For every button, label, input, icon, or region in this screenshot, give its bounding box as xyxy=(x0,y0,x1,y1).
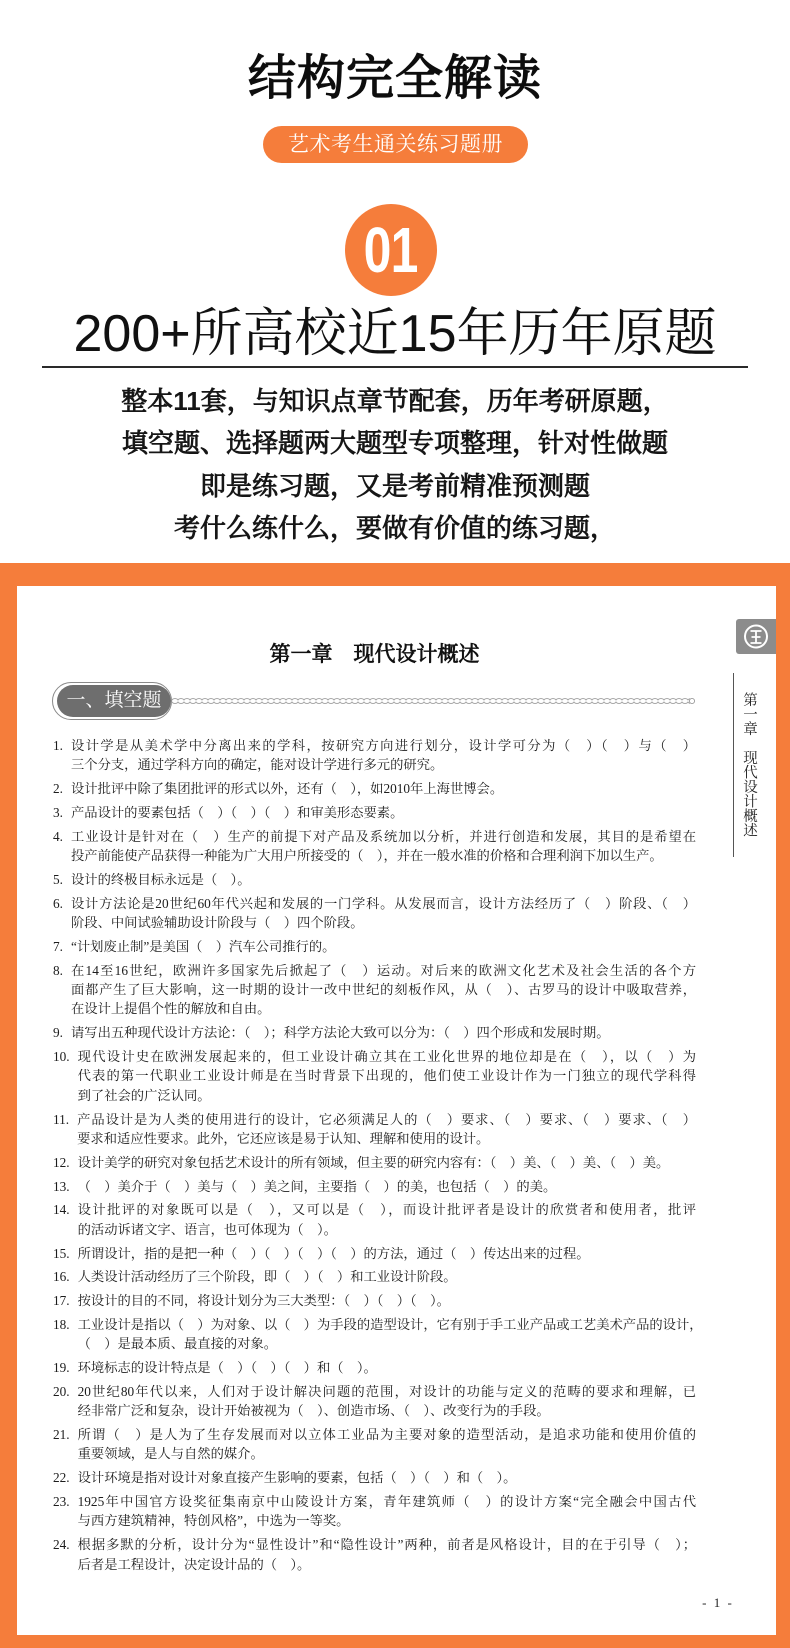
question-number: 3. xyxy=(53,804,63,820)
question-text xyxy=(78,1468,696,1487)
question-line: 工业设计是指以（ ）为对象、以（ ）为手段的造型设计，它有别于手工业产品或工艺美术产品的设计， xyxy=(77,1316,703,1332)
question-line: 与西方建筑精神，特创风格”，中选为一等奖。 xyxy=(77,1513,350,1529)
question-line: 阶段、中间试验辅助设计阶段与（ ）四个阶段。 xyxy=(70,915,364,931)
question-number: 15. xyxy=(53,1245,70,1261)
promo-description xyxy=(0,380,790,549)
question-text xyxy=(78,1244,696,1263)
question-line: 请写出五种现代设计方法论：（ ）；科学方法论大致可以分为：（ ）四个形成和发展时期。 xyxy=(70,1025,610,1041)
question-item xyxy=(53,1110,696,1149)
section-header: 一、填空题 xyxy=(57,685,171,717)
question-line: 环境标志的设计特点是（ ）（ ）（ ）和（ ）。 xyxy=(77,1360,377,1376)
question-text xyxy=(78,1535,696,1574)
question-item xyxy=(53,961,696,1019)
question-number: 5. xyxy=(53,871,63,887)
question-number: 11. xyxy=(53,1111,70,1127)
question-line: 1925年中国官方设奖征集南京中山陵设计方案，青年建筑师（ ）的设计方案“完全融会中国古代 xyxy=(77,1494,696,1510)
description-line: 填空题、选择题两大题型专项整理，针对性做题 xyxy=(121,428,668,459)
question-text xyxy=(78,1047,696,1105)
description-line: 即是练习题，又是考前精准预测题 xyxy=(199,470,590,501)
question-line: 经非常广泛和复杂，设计开始被视为（ ）、创造市场、（ ）、改变行为的手段。 xyxy=(77,1403,550,1419)
question-line: 20世纪80年代以来，人们对于设计解决问题的范围，对设计的功能与定义的范畴的要求和理解，已 xyxy=(77,1383,696,1399)
description-line: 整本11套，与知识点章节配套，历年考研原题， xyxy=(121,386,669,416)
page-number: - 1 - xyxy=(702,1595,734,1610)
question-line: “计划废止制”是美国（ ）汽车公司推行的。 xyxy=(70,938,336,954)
description-line: 考什么练什么，要做有价值的练习题， xyxy=(173,512,616,543)
question-item xyxy=(53,870,696,889)
question-text xyxy=(71,803,696,822)
question-text xyxy=(78,1358,696,1377)
question-line: 设计方法论是20世纪60年代兴起和发展的一门学科。从发展而言，设计方法经历了（ ）阶段、（ ） xyxy=(70,895,696,911)
chapter-title xyxy=(53,642,696,668)
question-line: 面都产生了巨大影响，这一时期的设计一改中世纪的刻板作风，从（ ）、古罗马的设计中吸取营养， xyxy=(70,982,696,998)
question-line: 现代设计史在欧洲发展起来的，但工业设计确立其在工业化世界的地位却是在（ ），以（ ）为 xyxy=(77,1049,696,1065)
question-item xyxy=(53,736,696,775)
chapter-number: 第一章 xyxy=(269,643,333,666)
question-number: 14. xyxy=(53,1202,70,1218)
question-item xyxy=(53,779,696,798)
question-line: 设计的终极目标永远是（ ）。 xyxy=(70,871,251,887)
question-line: 在设计上提倡个性的解放和自由。 xyxy=(70,1001,271,1017)
question-item xyxy=(53,1358,696,1377)
question-line: 设计学是从美术学中分离出来的学科，按研究方向进行划分，设计学可分为（ ）（ ）与（ ） xyxy=(70,738,696,753)
question-text xyxy=(78,1200,696,1239)
question-item xyxy=(53,1291,696,1310)
question-item xyxy=(53,1047,696,1105)
question-number: 13. xyxy=(53,1178,70,1194)
question-number: 7. xyxy=(53,938,63,954)
section-number: 01 xyxy=(364,214,418,286)
book-series-badge: 艺术考生通关练习题册 xyxy=(263,126,528,163)
book-page xyxy=(17,586,776,1635)
question-line: 工业设计是针对在（ ）生产的前提下对产品及系统加以分析，并进行创造和发展，其目的是希望在 xyxy=(70,828,696,844)
question-number: 18. xyxy=(53,1316,70,1332)
question-item xyxy=(53,1535,696,1574)
question-text xyxy=(78,1425,696,1464)
question-number: 6. xyxy=(53,895,63,911)
question-number: 23. xyxy=(53,1494,70,1510)
question-line: 要求和适应性要求。此外，它还应该是易于认知、理解和使用的设计。 xyxy=(77,1131,490,1147)
question-text xyxy=(71,937,696,956)
question-number: 20. xyxy=(53,1383,70,1399)
question-item xyxy=(53,1315,703,1354)
chain-divider xyxy=(172,696,696,706)
question-text xyxy=(77,1315,703,1354)
question-text xyxy=(71,827,696,866)
question-line: （ ）是最本质、最直接的对象。 xyxy=(77,1336,278,1352)
question-item xyxy=(53,1492,696,1531)
side-chapter-name: 现代设计概述 xyxy=(741,749,757,837)
question-item xyxy=(53,1267,696,1286)
question-line: 重要领域，是人与自然的媒介。 xyxy=(77,1446,264,1462)
question-text xyxy=(71,961,696,1019)
question-line: 到了社会的广泛认同。 xyxy=(77,1087,211,1103)
question-line: 设计美学的研究对象包括艺术设计的所有领域，但主要的研究内容有：（ ）美、（ ）美、（ ）美。 xyxy=(77,1154,670,1170)
chapter-name: 现代设计概述 xyxy=(353,643,480,666)
question-item xyxy=(53,894,696,933)
question-text xyxy=(77,1110,696,1149)
question-text xyxy=(71,736,696,775)
question-line: 人类设计活动经历了三个阶段，即（ ）（ ）和工业设计阶段。 xyxy=(77,1269,457,1285)
question-line: （ ）美介于（ ）美与（ ）美之间，主要指（ ）的美，也包括（ ）的美。 xyxy=(77,1178,557,1194)
question-line: 所谓设计，指的是把一种（ ）（ ）（ ）（ ）的方法，通过（ ）传达出来的过程。 xyxy=(77,1245,590,1261)
question-text xyxy=(78,1267,696,1286)
question-item xyxy=(53,827,696,866)
headline-underline xyxy=(42,366,748,368)
question-item xyxy=(53,803,696,822)
logo-icon xyxy=(736,619,776,654)
question-text xyxy=(71,779,696,798)
question-line: 在14至16世纪，欧洲许多国家先后掀起了（ ）运动。对后来的欧洲文化艺术及社会生活的各个方 xyxy=(70,962,696,978)
question-list xyxy=(53,736,703,1578)
question-number: 2. xyxy=(53,781,63,797)
question-number: 8. xyxy=(53,962,63,978)
question-number: 9. xyxy=(53,1025,63,1041)
question-text xyxy=(78,1492,696,1531)
question-text xyxy=(71,894,696,933)
question-number: 1. xyxy=(53,738,63,753)
question-text xyxy=(78,1291,696,1310)
question-item xyxy=(53,1468,696,1487)
promo-headline: 200+所高校近15年历年原题 xyxy=(73,305,717,363)
question-item xyxy=(53,1382,696,1421)
question-number: 22. xyxy=(53,1470,70,1486)
question-text xyxy=(71,870,696,889)
question-number: 16. xyxy=(53,1269,70,1285)
question-line: 产品设计的要素包括（ ）（ ）（ ）和审美形态要素。 xyxy=(70,804,404,820)
question-text xyxy=(78,1382,696,1421)
question-item xyxy=(53,1200,696,1239)
side-chapter-number: 第一章 xyxy=(741,692,757,736)
question-item xyxy=(53,1425,696,1464)
question-number: 10. xyxy=(53,1049,70,1065)
question-line: 产品设计是为人类的使用进行的设计，它必须满足人的（ ）要求、（ ）要求、（ ）要求、（ ） xyxy=(77,1111,696,1127)
question-line: 三个分支，通过学科方向的确定，能对设计学进行多元的研究。 xyxy=(70,757,444,773)
side-tab-divider xyxy=(733,673,734,857)
section-number-circle xyxy=(345,204,437,296)
question-item xyxy=(53,1023,696,1042)
question-item xyxy=(53,1153,696,1172)
question-line: 的活动诉诸文字、语言，也可体现为（ ）。 xyxy=(77,1221,337,1237)
question-line: 代表的第一代职业工业设计师是在当时背景下出现的，他们使工业设计作为一门独立的现代学科得 xyxy=(77,1068,696,1084)
question-number: 19. xyxy=(53,1360,70,1376)
side-chapter-tab xyxy=(741,692,757,837)
question-line: 设计批评的对象既可以是（ ），又可以是（ ），而设计批评者是设计的欣赏者和使用者，批评 xyxy=(77,1202,696,1218)
question-item xyxy=(53,1244,696,1263)
question-text xyxy=(78,1177,696,1196)
promo-title: 结构完全解读 xyxy=(247,52,542,105)
question-number: 4. xyxy=(53,828,63,844)
question-item xyxy=(53,937,696,956)
question-text xyxy=(78,1153,696,1172)
question-number: 17. xyxy=(53,1293,70,1309)
question-number: 21. xyxy=(53,1427,70,1443)
question-line: 设计环境是指对设计对象直接产生影响的要素，包括（ ）（ ）和（ ）。 xyxy=(77,1470,517,1486)
question-line: 投产前能使产品获得一种能为广大用户所接受的（ ），并在一般水准的价格和合理利润下加以生产。 xyxy=(70,848,663,864)
question-text xyxy=(71,1023,696,1042)
question-line: 所谓（ ）是人为了生存发展而对以立体工业品为主要对象的造型活动，是追求功能和使用价值的 xyxy=(77,1427,696,1443)
question-line: 设计批评中除了集团批评的形式以外，还有（ ），如2010年上海世博会。 xyxy=(70,781,504,797)
question-line: 按设计的目的不同，将设计划分为三大类型：（ ）（ ）（ ）。 xyxy=(77,1293,450,1309)
question-number: 24. xyxy=(53,1537,70,1553)
question-line: 根据多默的分析，设计分为“显性设计”和“隐性设计”两种，前者是风格设计，目的在于引导（ ）； xyxy=(77,1537,696,1553)
question-number: 12. xyxy=(53,1154,70,1170)
question-line: 后者是工程设计，决定设计品的（ ）。 xyxy=(77,1556,311,1572)
question-item xyxy=(53,1177,696,1196)
